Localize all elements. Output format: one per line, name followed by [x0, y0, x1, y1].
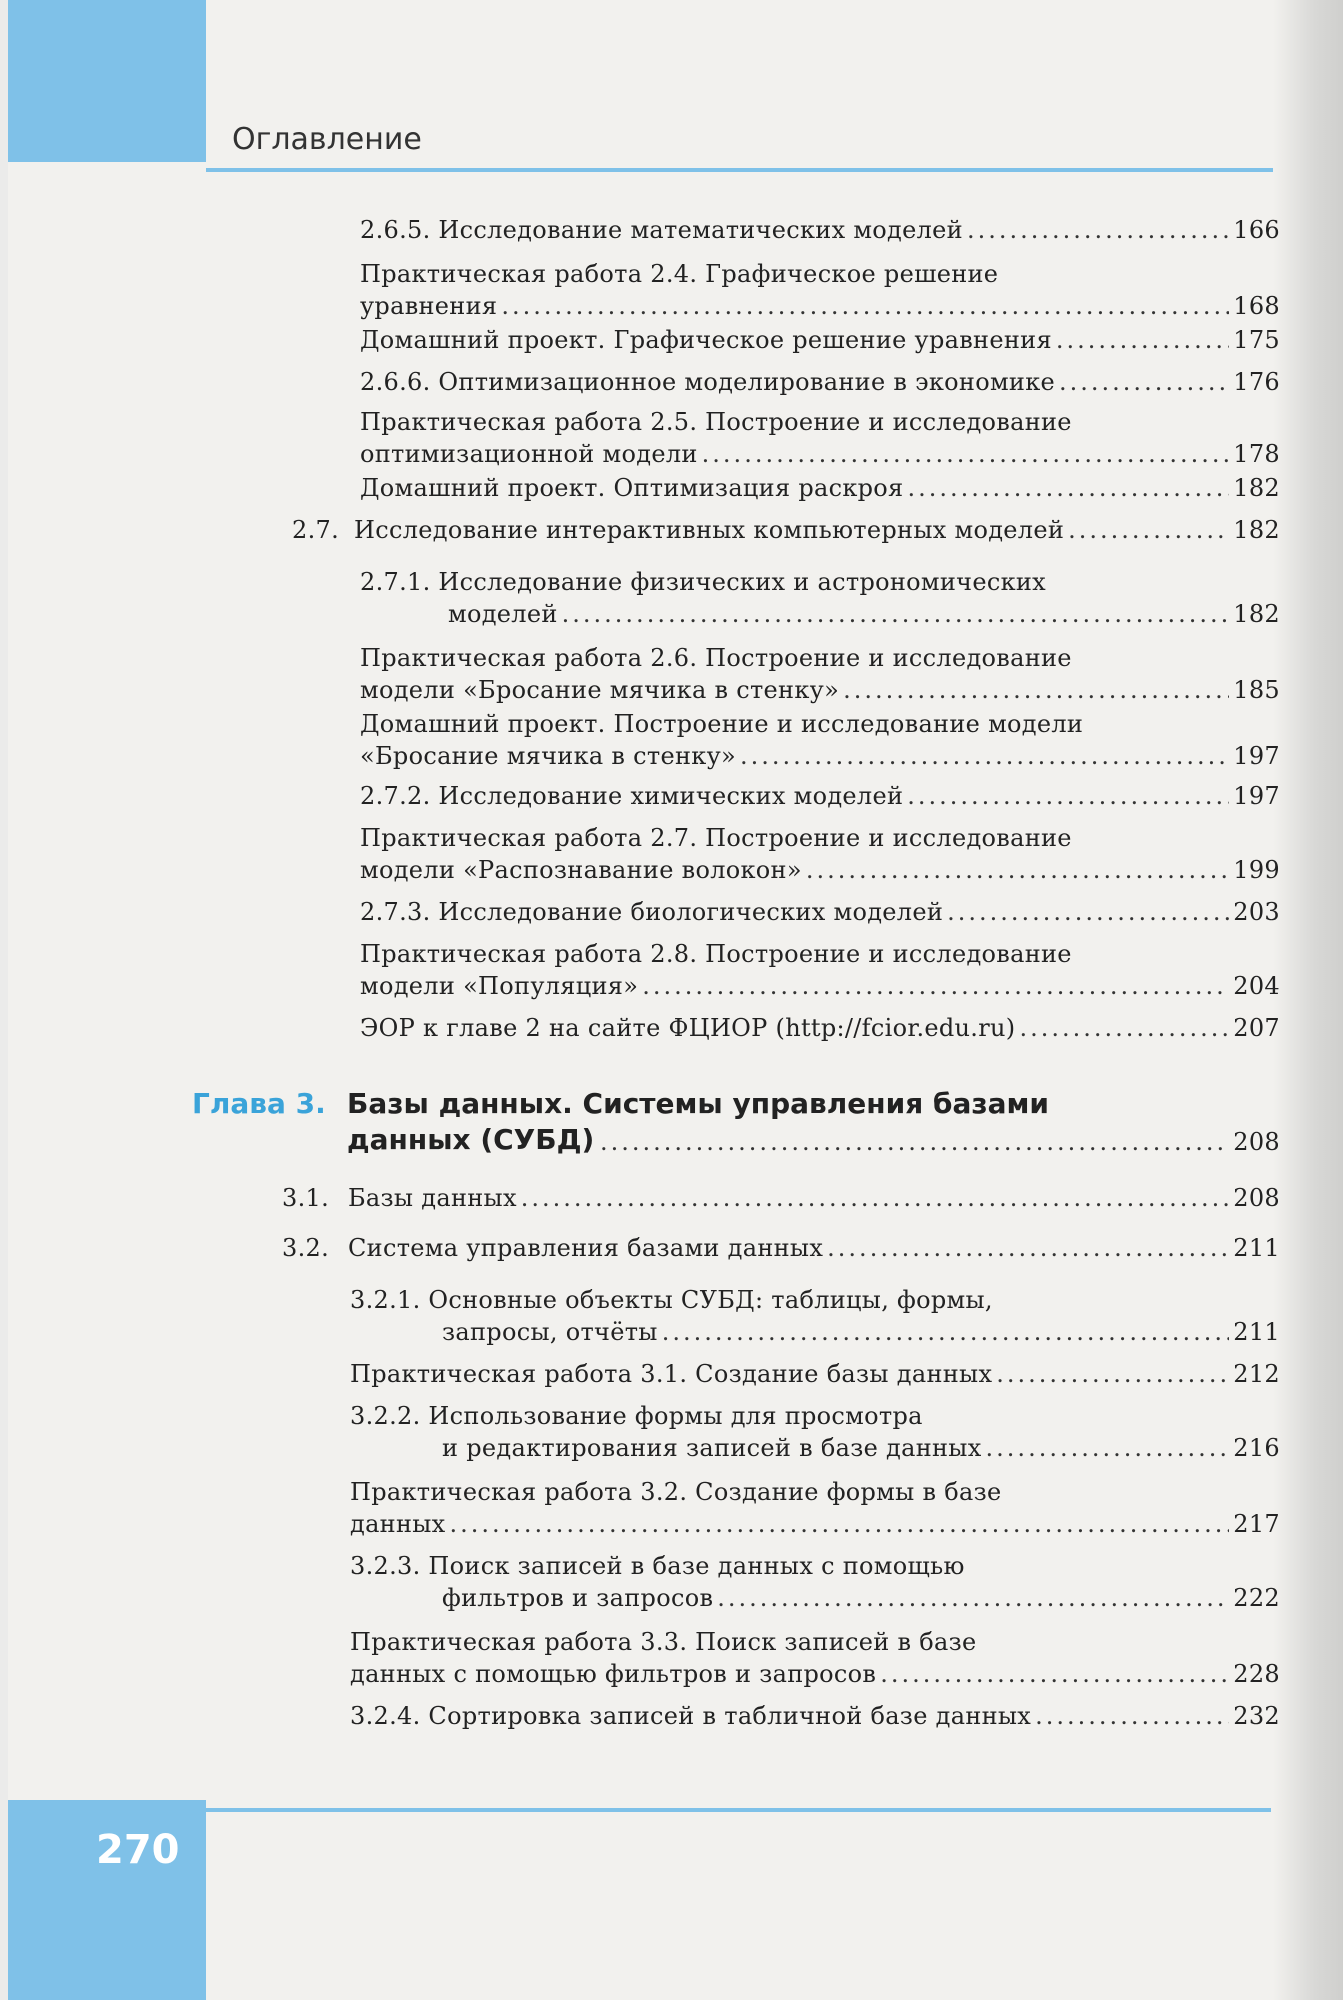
toc-entry-page: 168	[1233, 292, 1280, 320]
toc-entry-title: Практическая работа 3.2. Создание формы в базе	[350, 1478, 1002, 1506]
toc-entry	[360, 214, 1280, 246]
toc-entry-page: 232	[1233, 1702, 1280, 1730]
toc-entry-section	[282, 1232, 1280, 1264]
toc-entry-title: Практическая работа 2.8. Построение и исследование	[360, 940, 1072, 968]
toc-entry-title: 2.6.6. Оптимизационное моделирование в экономике	[360, 368, 1056, 396]
toc-entry-title-cont: и редактирования записей в базе данных	[442, 1434, 982, 1462]
leader-dots	[702, 438, 1230, 470]
toc-entry-title: 2.6.5. Исследование математических моделей	[360, 216, 963, 244]
toc-entry	[350, 1550, 1280, 1614]
toc-entry-title: Исследование интерактивных компьютерных моделей	[354, 516, 1065, 544]
toc-entry-title: ЭОР к главе 2 на сайте ФЦИОР (http://fcior.edu.ru)	[360, 1014, 1016, 1042]
toc-entry-section	[292, 514, 1280, 546]
toc-entry-title-cont: данных с помощью фильтров и запросов	[350, 1660, 877, 1688]
toc-entry-page: 216	[1233, 1434, 1280, 1462]
toc-entry-page: 228	[1233, 1660, 1280, 1688]
toc-entry-title-cont: данных	[350, 1510, 446, 1538]
toc-entry	[350, 1626, 1280, 1690]
leader-dots	[450, 1508, 1230, 1540]
toc-entry-title-cont: фильтров и запросов	[442, 1584, 714, 1612]
toc-entry-title: Система управления базами данных	[348, 1234, 824, 1262]
leader-dots	[740, 740, 1229, 772]
toc-entry-page: 211	[1233, 1234, 1280, 1262]
toc-entry-page: 182	[1233, 474, 1280, 502]
toc-entry-title: Домашний проект. Графическое решение уравнения	[360, 326, 1052, 354]
toc-entry-title: Практическая работа 3.1. Создание базы данных	[350, 1360, 993, 1388]
leader-dots	[880, 1658, 1229, 1690]
toc-entry-page: 182	[1233, 600, 1280, 628]
leader-dots	[996, 1358, 1229, 1390]
toc-entry-page: 176	[1233, 368, 1280, 396]
toc-entry-page: 175	[1233, 326, 1280, 354]
leader-dots	[662, 1316, 1230, 1348]
section-number: 3.1.	[282, 1184, 329, 1212]
toc-entry-title: Базы данных	[348, 1184, 517, 1212]
leader-dots	[1035, 1700, 1229, 1732]
toc-entry-page: 182	[1233, 516, 1280, 544]
leader-dots	[1056, 324, 1229, 356]
toc-entry-title: Практическая работа 2.7. Построение и исследование	[360, 824, 1072, 852]
chapter-title-line1: Базы данных. Системы управления базами	[347, 1087, 1050, 1120]
toc-entry-page: 208	[1233, 1184, 1280, 1212]
leader-dots	[642, 970, 1229, 1002]
toc-entry-page: 166	[1233, 216, 1280, 244]
leader-dots	[717, 1582, 1229, 1614]
section-number: 3.2.	[282, 1234, 329, 1262]
leader-dots	[1019, 1012, 1229, 1044]
leader-dots	[986, 1432, 1230, 1464]
toc-entry-page: 203	[1233, 898, 1280, 926]
leader-dots	[967, 214, 1229, 246]
leader-dots	[600, 1126, 1229, 1158]
leader-dots	[806, 854, 1229, 886]
toc-entry-title: 3.2.1. Основные объекты СУБД: таблицы, формы,	[350, 1286, 993, 1314]
toc-entry	[360, 1012, 1280, 1044]
toc-entry-title-cont: оптимизационной модели	[360, 440, 698, 468]
toc-entry-title: 3.2.3. Поиск записей в базе данных с помощью	[350, 1552, 965, 1580]
toc-entry-title: Практическая работа 2.4. Графическое решение	[360, 260, 999, 288]
toc-entry-page: 222	[1233, 1584, 1280, 1612]
toc-entry	[350, 1358, 1280, 1390]
toc-entry-page: 211	[1233, 1318, 1280, 1346]
toc-entry	[360, 472, 1280, 504]
toc-entry	[360, 938, 1280, 1002]
toc-entry-title-cont: модели «Бросание мячика в стенку»	[360, 676, 840, 704]
toc-entry-title-cont: модели «Распознавание волокон»	[360, 856, 802, 884]
section-number: 2.7.	[292, 516, 339, 544]
toc-entry-page: 197	[1233, 782, 1280, 810]
leader-dots	[947, 896, 1229, 928]
toc-entry-page: 217	[1233, 1510, 1280, 1538]
toc-entry-page: 199	[1233, 856, 1280, 884]
leader-dots	[501, 290, 1229, 322]
leader-dots	[1059, 366, 1229, 398]
toc-entry	[360, 642, 1280, 706]
leader-dots	[908, 472, 1230, 504]
toc-entry-title: Практическая работа 3.3. Поиск записей в базе	[350, 1628, 977, 1656]
toc-entry-page: 207	[1233, 1014, 1280, 1042]
page-number: 270	[96, 1827, 180, 1873]
toc-entry-page: 178	[1233, 440, 1280, 468]
leader-dots	[907, 780, 1229, 812]
toc-entry-title: Практическая работа 2.5. Построение и исследование	[360, 408, 1072, 436]
chapter-page: 208	[1233, 1128, 1280, 1156]
toc-entry	[360, 258, 1280, 322]
chapter-label: Глава 3.	[192, 1087, 326, 1120]
toc-entry-title: 2.7.3. Исследование биологических моделей	[360, 898, 944, 926]
toc-entry-title: Практическая работа 2.6. Построение и исследование	[360, 644, 1072, 672]
toc-entry-title-cont: моделей	[448, 600, 558, 628]
toc-entry-title: Домашний проект. Оптимизация раскроя	[360, 474, 904, 502]
toc-entry-title: 2.7.1. Исследование физических и астрономических	[360, 568, 1047, 596]
leader-dots	[827, 1232, 1229, 1264]
toc-entry-page: 204	[1233, 972, 1280, 1000]
chapter-title-line2: данных (СУБД)	[347, 1123, 595, 1156]
chapter-page-line	[600, 1126, 1280, 1158]
toc-entry	[360, 366, 1280, 398]
toc-entry-title: 2.7.2. Исследование химических моделей	[360, 782, 904, 810]
toc-entry	[350, 1476, 1280, 1540]
toc-entry-title-cont: уравнения	[360, 292, 498, 320]
leader-dots	[1068, 514, 1229, 546]
toc-entry	[360, 708, 1280, 772]
toc-entry-page: 197	[1233, 742, 1280, 770]
toc-entry	[360, 896, 1280, 928]
toc-entry	[360, 566, 1280, 630]
toc-entry-title-cont: запросы, отчёты	[442, 1318, 658, 1346]
toc-entry-title: 3.2.2. Использование формы для просмотра	[350, 1402, 923, 1430]
toc-entry	[350, 1284, 1280, 1348]
leader-dots	[562, 598, 1230, 630]
toc-entry-section	[282, 1182, 1280, 1214]
toc-entry-title-cont: «Бросание мячика в стенку»	[360, 742, 736, 770]
toc-entry	[360, 324, 1280, 356]
leader-dots	[843, 674, 1229, 706]
toc-entry-page: 185	[1233, 676, 1280, 704]
toc-entry-title-cont: модели «Популяция»	[360, 972, 639, 1000]
toc-entry-title: 3.2.4. Сортировка записей в табличной базе данных	[350, 1702, 1032, 1730]
toc-entry	[350, 1400, 1280, 1464]
toc-entry	[360, 780, 1280, 812]
page-title: Оглавление	[232, 122, 422, 157]
leader-dots	[521, 1182, 1230, 1214]
toc-entry-title: Домашний проект. Построение и исследование модели	[360, 710, 1084, 738]
toc-entry-page: 212	[1233, 1360, 1280, 1388]
toc-entry	[360, 822, 1280, 886]
toc-entry	[350, 1700, 1280, 1732]
toc-entry	[360, 406, 1280, 470]
